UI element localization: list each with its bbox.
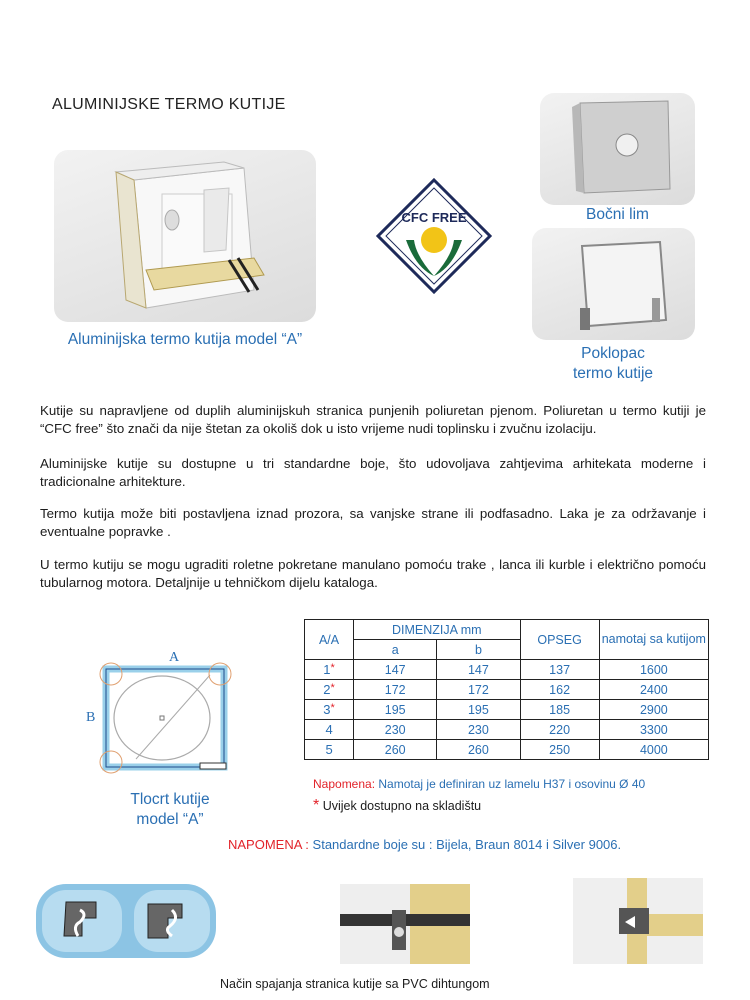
- cell-opseg: 185: [520, 700, 599, 720]
- joint-detail-diagram: [36, 884, 216, 958]
- cell-number: 2*: [305, 680, 354, 700]
- caption-side-sheet: Bočni lim: [586, 206, 649, 223]
- header-b: b: [437, 640, 520, 660]
- cell-opseg: 250: [520, 740, 599, 760]
- joint-photo-2: [573, 878, 703, 964]
- caption-plan-line2: model “A”: [136, 811, 204, 828]
- thermo-box-photo: [54, 150, 316, 322]
- note-stock: * Uvijek dostupno na skladištu: [313, 797, 482, 814]
- cell-number: 3*: [305, 700, 354, 720]
- cell-namotaj: 4000: [599, 740, 708, 760]
- table-row: [305, 680, 709, 700]
- cell-a: 230: [354, 720, 437, 740]
- cell-b: 260: [437, 740, 520, 760]
- header-a: a: [354, 640, 437, 660]
- paragraph-2: Aluminijske kutije su dostupne u tri standardne boje, što udovoljava zahtjevima arhitekata moderne i tradicionalne arhitekture.: [40, 456, 706, 489]
- cell-a: 195: [354, 700, 437, 720]
- cell-a: 260: [354, 740, 437, 760]
- header-opseg: OPSEG: [520, 620, 599, 660]
- side-sheet-photo: [540, 93, 695, 205]
- cell-a: 172: [354, 680, 437, 700]
- cell-number: 1*: [305, 660, 354, 680]
- paragraph-4: U termo kutiju se mogu ugraditi roletne pokretane manulano pomoću trake , lanca ili kurble i električno pomoću tubularnog motora. Detaljnije u tehničkom dijelu kataloga.: [40, 557, 706, 590]
- cell-opseg: 137: [520, 660, 599, 680]
- note-winding: Napomena: Namotaj je definiran uz lamelu H37 i osovinu Ø 40: [313, 777, 646, 791]
- caption-cover: [548, 344, 678, 384]
- cell-a: 147: [354, 660, 437, 680]
- header-dimenzija: DIMENZIJA mm: [354, 620, 520, 640]
- dimensions-table: [304, 619, 709, 760]
- table-row: [305, 720, 709, 740]
- table-row: [305, 660, 709, 680]
- header-aa: A/A: [305, 620, 354, 660]
- box-plan-drawing: [82, 645, 242, 785]
- cell-b: 172: [437, 680, 520, 700]
- caption-cover-line1: Poklopac: [581, 345, 645, 362]
- page-title: ALUMINIJSKE TERMO KUTIJE: [52, 96, 286, 113]
- cell-b: 147: [437, 660, 520, 680]
- table-row: [305, 740, 709, 760]
- cover-photo: [532, 228, 695, 340]
- cell-b: 230: [437, 720, 520, 740]
- cell-opseg: 162: [520, 680, 599, 700]
- cell-namotaj: 1600: [599, 660, 708, 680]
- joint-photo-1: [340, 884, 470, 964]
- thermo-box-illustration: [54, 150, 316, 322]
- cell-number: 4: [305, 720, 354, 740]
- cell-b: 195: [437, 700, 520, 720]
- caption-model-a: Aluminijska termo kutija model “A”: [67, 331, 303, 348]
- caption-cover-line2: termo kutije: [572, 365, 654, 382]
- note-colors: NAPOMENA : Standardne boje su : Bijela, Braun 8014 i Silver 9006.: [228, 837, 622, 852]
- cell-number: 5: [305, 740, 354, 760]
- cell-namotaj: 2900: [599, 700, 708, 720]
- cover-illustration: [532, 228, 695, 340]
- plan-label-b: B: [86, 710, 96, 725]
- table-header-row: [305, 620, 709, 640]
- header-namotaj: namotaj sa kutijom: [599, 620, 708, 660]
- cfc-free-logo-text: CFC FREE: [401, 210, 467, 225]
- cfc-free-logo: [376, 178, 492, 294]
- cell-opseg: 220: [520, 720, 599, 740]
- table-row: [305, 700, 709, 720]
- paragraph-3: Termo kutija može biti postavljena iznad prozora, sa vanjske strane ili podfasadno. Laka je za održavanje i eventualne popravke .: [40, 506, 706, 539]
- cell-namotaj: 3300: [599, 720, 708, 740]
- paragraph-1: Kutije su napravljene od duplih aluminijskuh stranica punjenih poliuretan pjenom. Poliuretan u termo kutiji je “CFC free” što znači da nije štetan za okoliš dok u isto vrijeme nudi toplinsku i zvučnu izolaciju.: [40, 403, 706, 436]
- side-sheet-illustration: [540, 93, 695, 205]
- caption-plan: [100, 790, 240, 830]
- caption-joining: Način spajanja stranica kutije sa PVC dihtungom: [220, 977, 490, 991]
- cell-namotaj: 2400: [599, 680, 708, 700]
- plan-label-a: A: [169, 650, 180, 665]
- caption-plan-line1: Tlocrt kutije: [130, 791, 210, 808]
